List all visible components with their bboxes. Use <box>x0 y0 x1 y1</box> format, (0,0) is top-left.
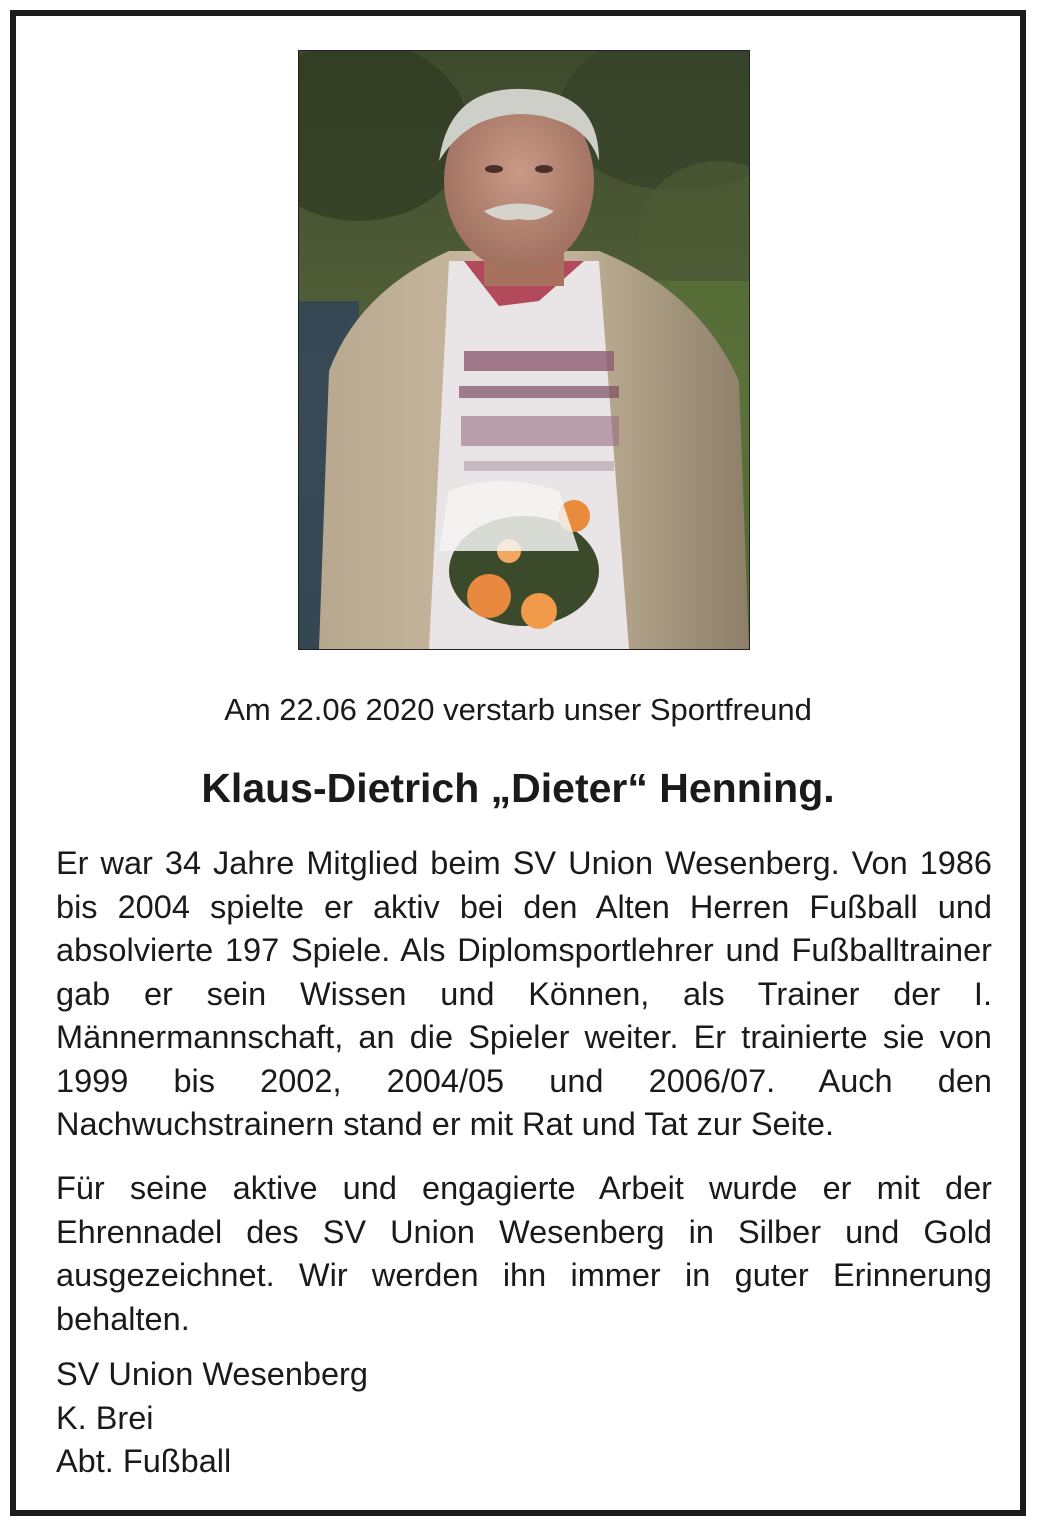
deceased-name: Klaus-Dietrich „Dieter“ Henning. <box>201 765 835 811</box>
biography-paragraph: Er war 34 Jahre Mitglied beim SV Union Wesenberg. Von 1986 bis 2004 spielte er aktiv bei den Alten Herren Fußball und absolvierte 197 Spiele. Als Diplomsportlehrer und Fußballtrainer gab er sein Wissen und Können, als Trainer der I. Männermannschaft, an die Spieler weiter. Er trainierte sie von 1999 bis 2002, 2004/05 und 2006/07. Auch den Nachwuchstrainern stand er mit Rat und Tat zur Seite. <box>56 845 992 1142</box>
obituary-frame <box>10 10 1026 1516</box>
death-announcement: Am 22.06 2020 verstarb unser Sportfreund <box>224 692 812 727</box>
signature-block <box>56 1353 368 1484</box>
portrait-photo <box>298 50 750 650</box>
signature-club: SV Union Wesenberg <box>56 1356 368 1392</box>
signature-department: Abt. Fußball <box>56 1443 232 1479</box>
honors-paragraph: Für seine aktive und engagierte Arbeit wurde er mit der Ehrennadel des SV Union Wesenberg in Silber und Gold ausgezeichnet. Wir werden ihn immer in guter Erinnerung behalten. <box>56 1170 992 1337</box>
signature-person: K. Brei <box>56 1399 154 1436</box>
